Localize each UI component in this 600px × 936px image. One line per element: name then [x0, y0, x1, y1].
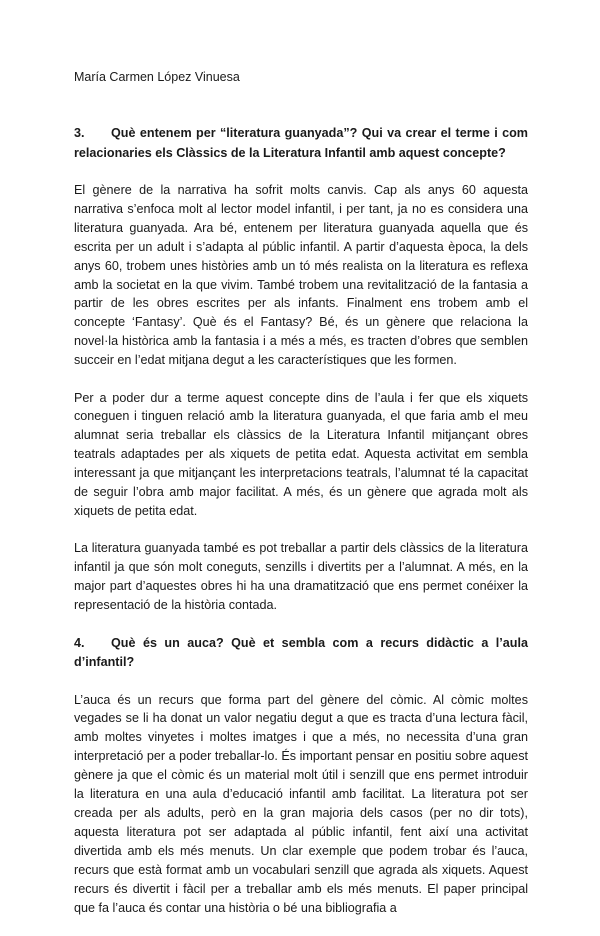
section-4-title: Què és un auca? Què et sembla com a recurs didàctic a l’aula d’infantil?	[74, 635, 528, 670]
document-page	[74, 68, 528, 936]
section-3-title: Què entenem per “literatura guanyada”? Qui va crear el terme i com relacionaries els Clàssics de la Literatura Infantil amb aquest concepte?	[74, 126, 528, 160]
section-4-paragraph-1: L’auca és un recurs que forma part del gènere del còmic. Al còmic moltes vegades se li ha donat un valor negatiu degut a que es tracta d’una lectura fàcil, amb moltes vinyetes i moltes imatges i que a més, no necessita d’una gran interpretació per a poder treballar-lo. És important pensar en positiu sobre aquest gènere ja que el còmic és un material molt útil i senzill que ens permet introduir la literatura en una aula d’educació infantil amb facilitat. La literatura pot ser creada per als adults, però en la gran majoria dels casos (per no dir tots), aquesta literatura pot ser adaptada al públic infantil, fent així una activitat divertida amb els més menuts. Un clar exemple que podem trobar és l’auca, recurs que està format amb un vocabulari senzill que agrada als xiquets. Aquest recurs és divertit i fàcil per a treballar amb els més menuts. El paper principal que fa l’auca és contar una història o bé una bibliografia a	[74, 692, 528, 915]
section-3-paragraph-3: La literatura guanyada també es pot treballar a partir dels clàssics de la literatura infantil ja que són molt coneguts, senzills i divertits per a l’alumnat. A més, en la major part d’aquestes obres hi ha una dramatització que ens permet conéixer la representació de la història contada.	[74, 541, 528, 613]
section-3-heading	[74, 124, 528, 163]
section-3-number: 3.	[74, 126, 85, 140]
section-4-number: 4.	[74, 635, 85, 650]
section-3-paragraph-1: El gènere de la narrativa ha sofrit molts canvis. Cap als anys 60 aquesta narrativa s’enfoca molt al lector model infantil, i per tant, ja no es considera una literatura guanyada. Ara bé, entenem per literatura guanyada aquella que és escrita per un adult i s’adapta al públic infantil. A partir d’aquesta època, la dels anys 60, trobem unes històries amb un tó més realista on la literatura es reflexa amb la societat en la que vivim. També trobem una revitalització de la fantasia a partir de les obres escrites per als infants. Finalment ens trobem amb el concepte ‘Fantasy’. Què és el Fantasy? Bé, és un gènere que relaciona la novel·la històrica amb la fantasia i a més a més, es tracten d’obres que semblen succeir en l’edat mitjana degut a les característiques que les formen.	[74, 183, 528, 368]
section-4-heading	[74, 634, 528, 673]
section-3-paragraph-2: Per a poder dur a terme aquest concepte dins de l’aula i fer que els xiquets coneguen i tinguen relació amb la literatura guanyada, el que faria amb el meu alumnat seria treballar els clàssics de la Literatura Infantil mitjançant obres teatrals adaptades per als xiquets de petita edat. Aquesta activitat em sembla interessant ja que mitjançant les interpretacions teatrals, l’alumnat té la capacitat de seguir l’obra amb major facilitat. A més, és un gènere que agrada molt als xiquets de petita edat.	[74, 390, 528, 518]
author-name: María Carmen López Vinuesa	[74, 70, 240, 84]
